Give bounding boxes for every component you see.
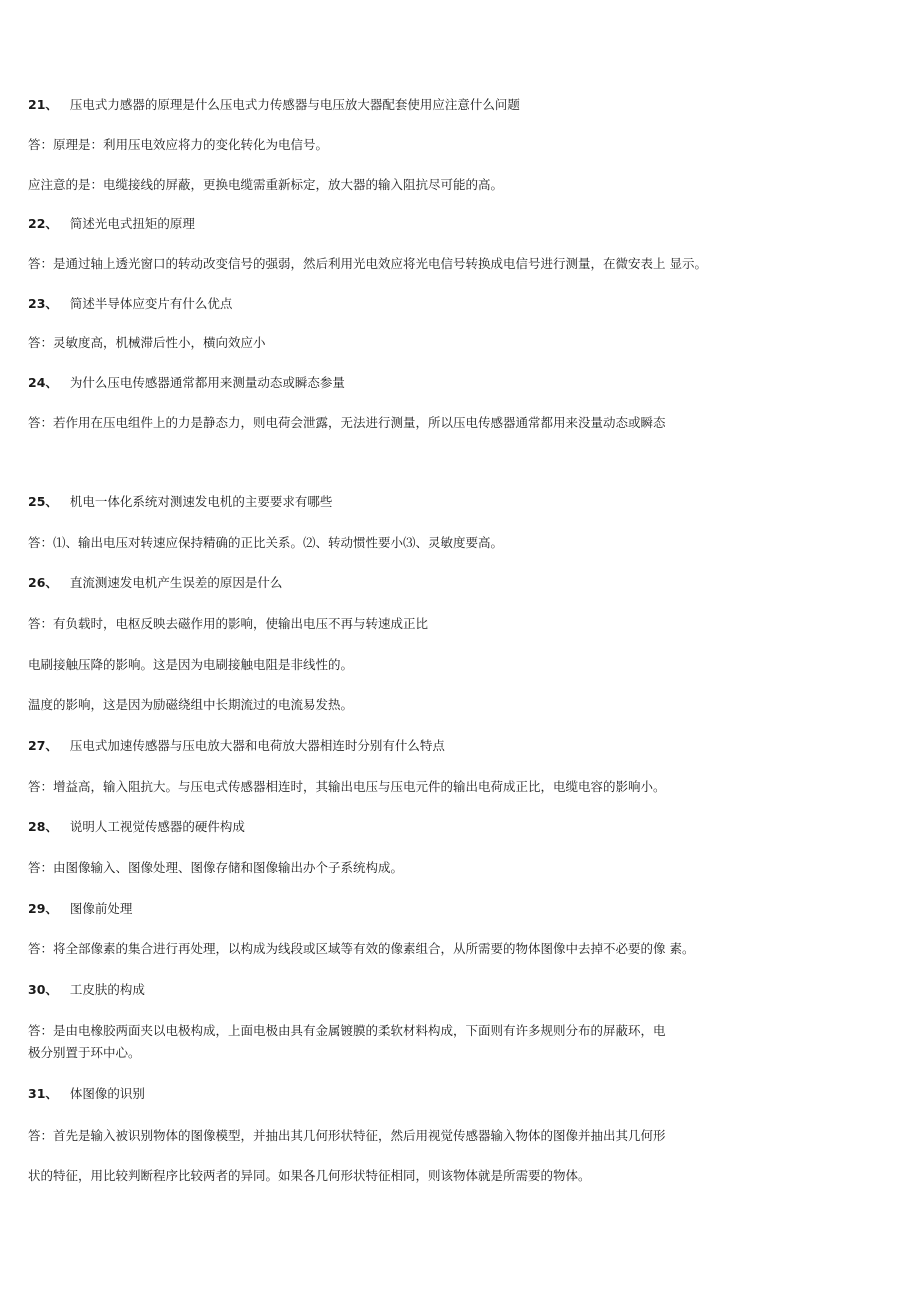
answer-23: 答：灵敏度高，机械滞后性小，横向效应小 bbox=[28, 335, 266, 350]
answer-26: 答：有负载时，电枢反映去磁作用的影响，使输出电压不再与转速成正比 bbox=[28, 616, 429, 631]
answer-30-line2: 极分别置于环中心。 bbox=[28, 1045, 141, 1060]
answer-26-line3: 温度的影响，这是因为励磁绕组中长期流过的电流易发热。 bbox=[28, 697, 354, 712]
question-24: 24、 为什么压电传感器通常都用来测量动态或瞬态参量 bbox=[28, 375, 345, 390]
answer-29: 答：将全部像素的集合进行再处理，以构成为线段或区域等有效的像素组合，从所需要的物体图像中去掉不必要的像 素。 bbox=[28, 941, 695, 956]
question-22: 22、 简述光电式扭矩的原理 bbox=[28, 216, 195, 231]
question-26: 26、 直流测速发电机产生误差的原因是什么 bbox=[28, 575, 283, 590]
question-29: 29、 图像前处理 bbox=[28, 901, 133, 916]
answer-31-line2: 状的特征，用比较判断程序比较两者的异同。如果各几何形状特征相同，则该物体就是所需要的物体。 bbox=[28, 1168, 591, 1183]
question-25: 25、 机电一体化系统对测速发电机的主要要求有哪些 bbox=[28, 494, 333, 509]
answer-22: 答：是通过轴上透光窗口的转动改变信号的强弱，然后利用光电效应将光电信号转换成电信号进行测量，在微安表上 显示。 bbox=[28, 256, 707, 271]
question-28: 28、 说明人工视觉传感器的硬件构成 bbox=[28, 819, 245, 834]
question-27: 27、 压电式加速传感器与压电放大器和电荷放大器相连时分别有什么特点 bbox=[28, 738, 445, 753]
answer-25: 答：⑴、输出电压对转速应保持精确的正比关系。⑵、转动惯性要小⑶、灵敏度要高。 bbox=[28, 535, 504, 550]
answer-21: 答：原理是：利用压电效应将力的变化转化为电信号。 bbox=[28, 137, 329, 152]
answer-27: 答：增益高，输入阻抗大。与压电式传感器相连时，其输出电压与压电元件的输出电荷成正比，电缆电容的影响小。 bbox=[28, 779, 666, 794]
question-23: 23、 简述半导体应变片有什么优点 bbox=[28, 296, 233, 311]
answer-26-line2: 电刷接触压降的影响。这是因为电刷接触电阻是非线性的。 bbox=[28, 657, 354, 672]
answer-30: 答：是由电橡胶两面夹以电极构成，上面电极由具有金属镀膜的柔软材料构成，下面则有许多规则分布的屏蔽环，电 bbox=[28, 1023, 666, 1038]
question-30: 30、 工皮肤的构成 bbox=[28, 982, 145, 997]
question-31: 31、 体图像的识别 bbox=[28, 1086, 145, 1101]
answer-21-note: 应注意的是：电缆接线的屏蔽，更换电缆需重新标定，放大器的输入阻抗尽可能的高。 bbox=[28, 177, 504, 192]
question-21: 21、 压电式力感器的原理是什么压电式力传感器与电压放大器配套使用应注意什么问题 bbox=[28, 97, 520, 112]
answer-31: 答：首先是输入被识别物体的图像模型，并抽出其几何形状特征，然后用视觉传感器输入物体的图像并抽出其几何形 bbox=[28, 1128, 666, 1143]
answer-24: 答：若作用在压电组件上的力是静态力，则电荷会泄露，无法进行测量，所以压电传感器通常都用来没量动态或瞬态 bbox=[28, 415, 666, 430]
answer-28: 答：由图像输入、图像处理、图像存储和图像输出办个子系统构成。 bbox=[28, 860, 404, 875]
